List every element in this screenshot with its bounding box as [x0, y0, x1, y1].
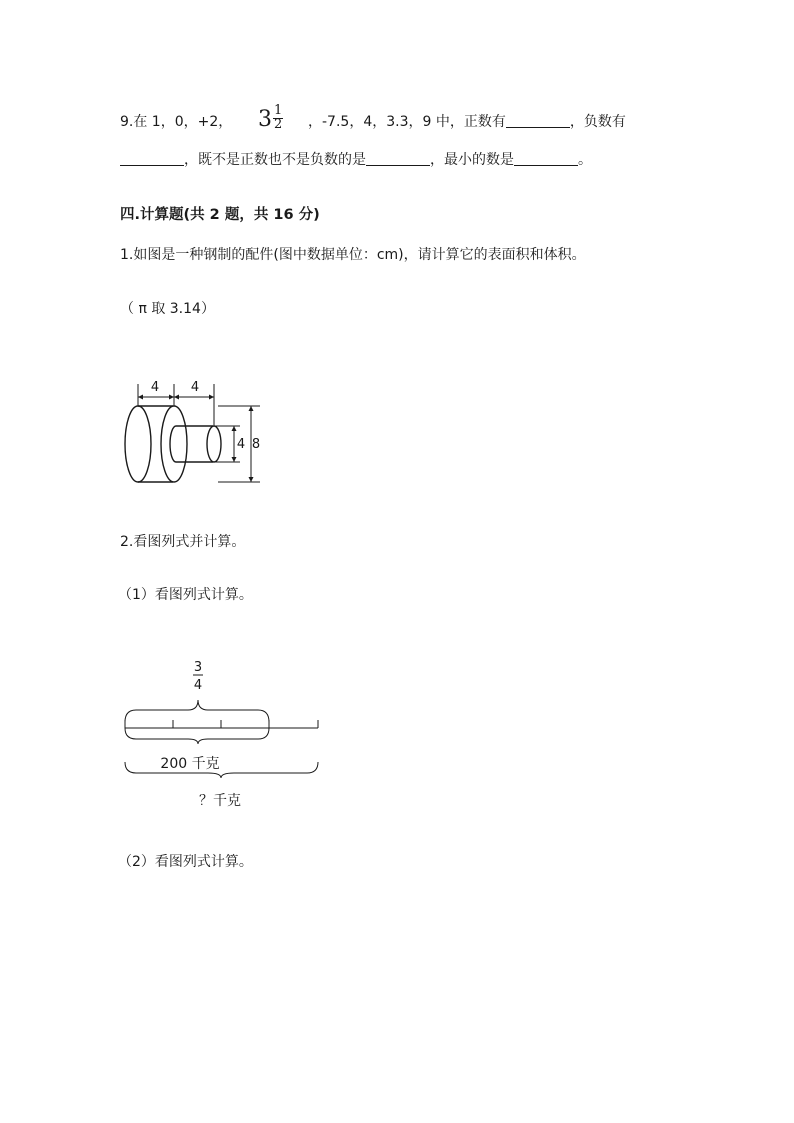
q9-middle: ，-7.5，4，3.3，9 中，正数有	[308, 114, 506, 130]
problem-2-sub2: （2）看图列式计算。	[118, 854, 253, 870]
segment-diagram	[118, 656, 328, 816]
answer-blank-smallest[interactable]	[514, 151, 578, 166]
q9-after-blank1: ，负数有	[569, 114, 626, 130]
small-cylinder-left-face	[170, 426, 176, 462]
label-right-length: 4	[190, 380, 200, 395]
section-title: 四.计算题(共 2 题，共 16 分)	[120, 207, 320, 223]
q9-prefix: 9.在 1，0，+2，	[120, 114, 233, 130]
lower-brace-known	[125, 728, 269, 744]
large-cylinder-left-face	[125, 406, 151, 482]
q9-line-1-rest	[308, 112, 626, 132]
problem-2-sub1: （1）看图列式计算。	[118, 587, 253, 603]
label-inner-diameter: 4	[236, 437, 246, 452]
mixed-number-numerator: 1	[274, 103, 283, 118]
cylinder-figure	[118, 376, 268, 486]
answer-blank-positive[interactable]	[506, 113, 570, 128]
top-brace	[125, 700, 269, 722]
label-outer-diameter: 8	[251, 437, 261, 452]
fraction-denominator: 4	[193, 678, 203, 693]
q9-line-1	[120, 112, 232, 132]
problem-1-text: 1.如图是一种钢制的配件(图中数据单位：cm)，请计算它的表面积和体积。	[120, 247, 586, 263]
mixed-number-denominator: 2	[274, 117, 283, 132]
fraction-numerator: 3	[193, 660, 203, 675]
q9-line2-mid: ，既不是正数也不是负数的是	[184, 152, 366, 168]
large-cylinder-right-face	[161, 406, 187, 482]
pi-note: （ π 取 3.14）	[120, 301, 215, 317]
small-cylinder-right-face	[207, 426, 221, 462]
problem-2-text: 2.看图列式并计算。	[120, 534, 246, 550]
q9-line-2	[120, 150, 592, 170]
mixed-number-whole: 3	[258, 107, 272, 132]
answer-blank-zero[interactable]	[366, 151, 430, 166]
label-left-length: 4	[150, 380, 160, 395]
known-quantity-label: 200 千克	[160, 756, 220, 772]
q9-line2-mid2: ，最小的数是	[430, 152, 514, 168]
unknown-quantity-label: ？千克	[199, 793, 241, 809]
answer-blank-negative[interactable]	[120, 151, 184, 166]
q9-line2-end: 。	[578, 152, 592, 168]
lower-brace-total	[125, 762, 318, 778]
